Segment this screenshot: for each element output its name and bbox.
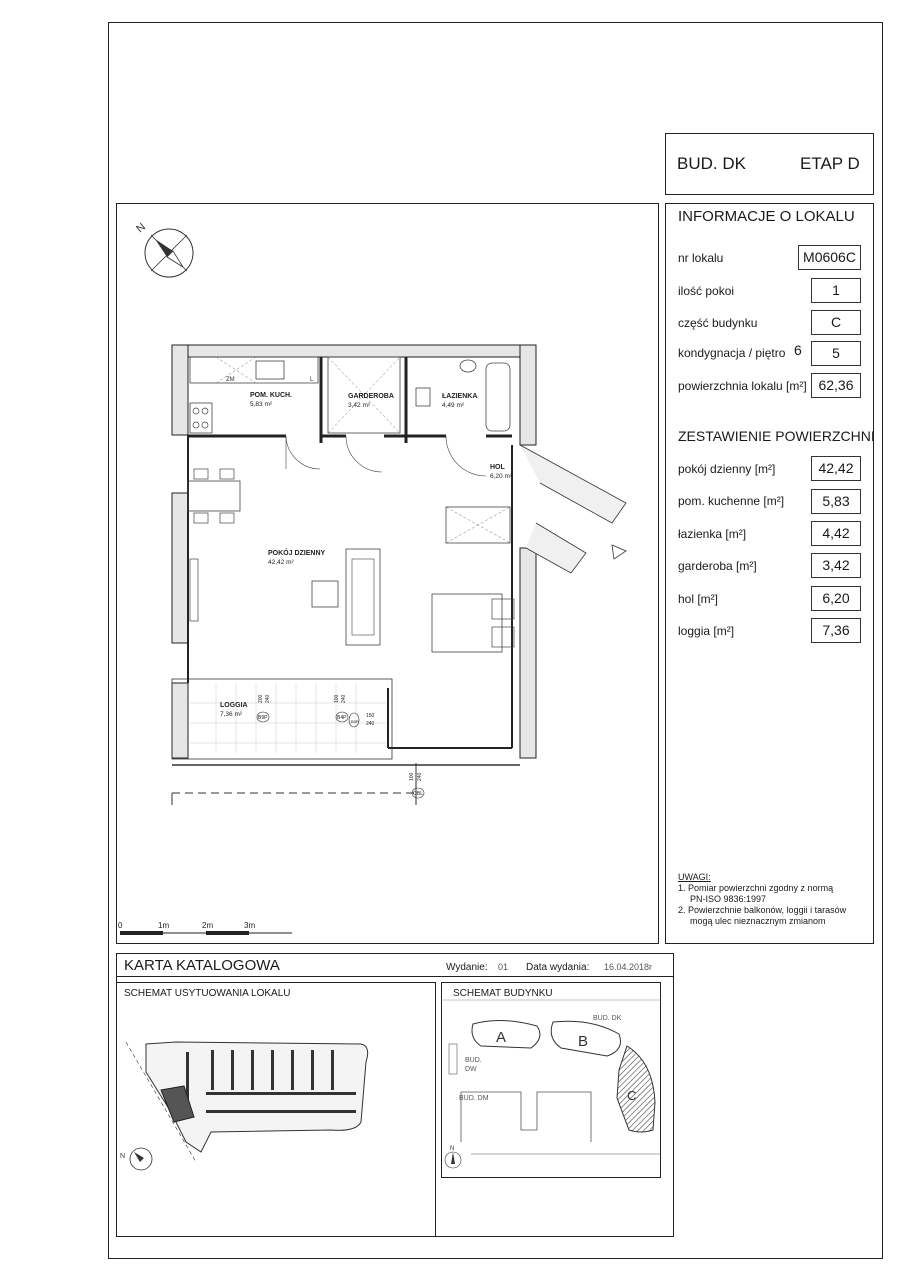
mark-b5p: B5P: [351, 719, 359, 724]
room-bath-name: ŁAZIENKA: [442, 393, 478, 400]
info-label-rooms: ilość pokoi: [678, 284, 735, 298]
scale-0: 0: [118, 921, 123, 930]
dim-240b: 240: [341, 694, 347, 703]
wall-right-2: [520, 548, 536, 758]
mark-obl: OBL: [413, 791, 424, 797]
info-title: INFORMACJE O LOKALU: [678, 208, 855, 225]
area-value-hall: 6,20: [811, 586, 861, 611]
dim-100b: 100: [409, 772, 415, 781]
wall-top: [180, 345, 536, 357]
dim-200: 200: [258, 694, 264, 703]
info-label-unit: nr lokalu: [678, 251, 724, 265]
area-value-loggia: 7,36: [811, 618, 861, 643]
catalog-divider: [116, 976, 674, 977]
wall-right: [520, 345, 536, 445]
area-label-bathroom: łazienka [m²]: [678, 527, 747, 541]
label-dk: BUD. DK: [593, 1015, 622, 1022]
edition-value: 01: [498, 962, 509, 972]
area-label-loggia: loggia [m²]: [678, 624, 735, 638]
location-schematic: [116, 982, 436, 1237]
info-value-area: 62,36: [811, 373, 861, 398]
dim-150: 150: [366, 713, 375, 719]
info-value-floor: 5: [811, 341, 861, 366]
info-value-rooms: 1: [811, 278, 861, 303]
area-label-hall: hol [m²]: [678, 592, 719, 606]
location-title: SCHEMAT USYTUOWANIA LOKALU: [124, 988, 291, 999]
scale-2m: 2m: [202, 921, 214, 930]
notes-line-1: 1. Pomiar powierzchni zgodny z normą: [678, 883, 834, 893]
area-value-wardrobe: 3,42: [811, 553, 861, 578]
label-dm: BUD. DM: [459, 1095, 489, 1102]
room-wardrobe-area: 3,42 m²: [348, 402, 371, 409]
info-value-part: C: [811, 310, 861, 335]
mark-b9p: B9P: [258, 715, 268, 721]
room-loggia-area: 7,36 m²: [220, 711, 243, 718]
room-kitchen-area: 5,83 m²: [250, 401, 273, 408]
location-north-label: N: [120, 1153, 126, 1160]
mark-b4p: B4P: [337, 715, 347, 721]
north-label: N: [134, 220, 149, 236]
location-north-icon: [130, 1148, 152, 1170]
room-living-name: POKÓJ DZIENNY: [268, 550, 326, 557]
dim-240: 240: [265, 694, 271, 703]
info-label-part: część budynku: [678, 316, 758, 330]
label-c: C: [627, 1088, 637, 1103]
kitchen-l: L: [310, 377, 314, 383]
floor-plan: [116, 203, 659, 944]
info-panel: [665, 203, 874, 944]
info-label-area: powierzchnia lokalu [m²]: [678, 379, 807, 393]
area-value-kitchen: 5,83: [811, 489, 861, 514]
info-value-unit: M0606C: [798, 245, 861, 270]
info-value-storey: 6: [794, 342, 802, 358]
room-loggia-name: LOGGIA: [220, 702, 248, 709]
wall-left-2: [172, 493, 188, 643]
notes-line-3: 2. Powierzchnie balkonów, loggii i tarasów: [678, 905, 847, 915]
notes-line-4: mogą ulec nieznacznym zmianom: [690, 916, 826, 926]
dim-240d: 240: [417, 772, 423, 781]
room-kitchen-name: POM. KUCH.: [250, 392, 292, 399]
area-value-bathroom: 4,42: [811, 521, 861, 546]
edition-label: Wydanie:: [446, 962, 488, 973]
room-bath-area: 4,49 m²: [442, 402, 465, 409]
wall-bottom-left: [172, 683, 188, 758]
date-value: 16.04.2018r: [604, 962, 653, 972]
wall-left: [172, 345, 188, 435]
info-label-floor: kondygnacja / piętro: [678, 346, 786, 360]
area-value-living: 42,42: [811, 456, 861, 481]
label-dw1: BUD.: [465, 1057, 482, 1064]
areas-title: ZESTAWIENIE POWIERZCHNI: [678, 428, 875, 444]
scale-1m: 1m: [158, 921, 170, 930]
building-schematic: [441, 982, 661, 1178]
building-title: SCHEMAT BUDYNKU: [453, 988, 553, 999]
room-living-area: 42,42 m²: [268, 559, 294, 566]
date-label: Data wydania:: [526, 962, 590, 973]
catalog-title: KARTA KATALOGOWA: [124, 957, 280, 974]
dim-100: 100: [334, 694, 340, 703]
label-b: B: [578, 1033, 589, 1050]
scale-3m: 3m: [244, 921, 256, 930]
notes-line-2: PN-ISO 9836:1997: [690, 894, 767, 904]
room-wardrobe-name: GARDEROBA: [348, 393, 394, 400]
room-hall-area: 6,20 m²: [490, 473, 513, 480]
label-dw2: DW: [465, 1066, 477, 1073]
stage-label: ETAP D: [800, 154, 860, 173]
dim-240c: 240: [366, 721, 375, 727]
area-label-living: pokój dzienny [m²]: [678, 462, 776, 476]
label-a: A: [496, 1029, 507, 1046]
building-north-icon: [445, 1152, 461, 1168]
room-hall-name: HOL: [490, 464, 505, 471]
notes-title: UWAGI:: [678, 872, 711, 882]
north-arrow-icon: [145, 229, 193, 277]
header-box: [665, 133, 874, 195]
area-label-kitchen: pom. kuchenne [m²]: [678, 494, 785, 508]
area-label-wardrobe: garderoba [m²]: [678, 559, 757, 573]
kitchen-zm: ZM: [226, 377, 235, 383]
building-label: BUD. DK: [677, 154, 746, 173]
building-north-label: N: [450, 1146, 455, 1152]
